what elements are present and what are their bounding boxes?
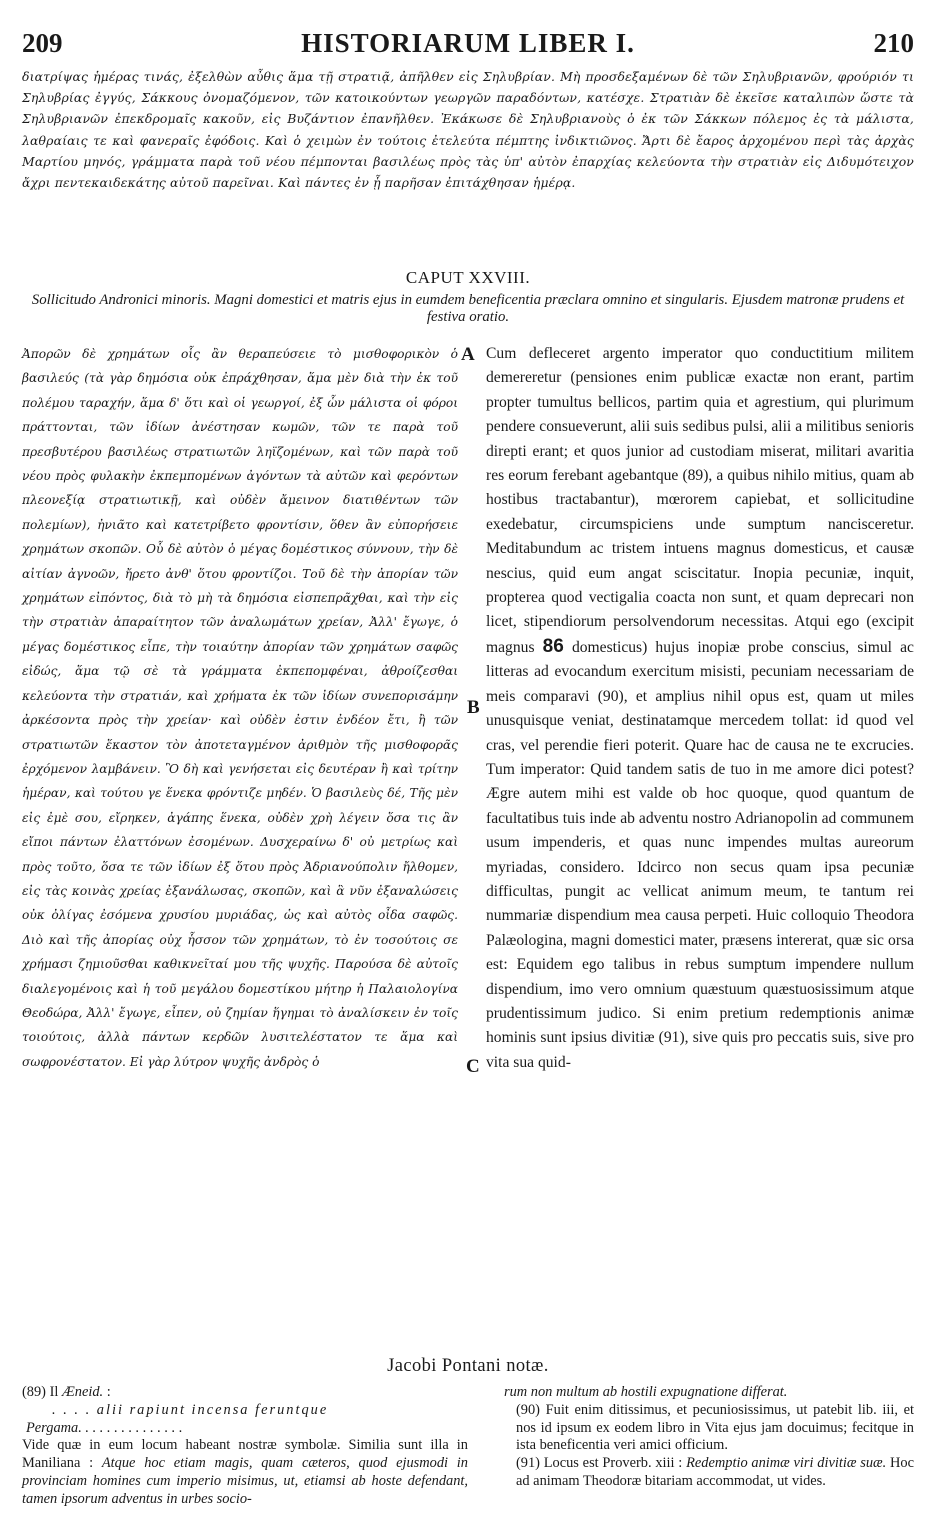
- note-91-comment: Hoc ad animam Theodoræ bitariam accommodat, ut vides.: [516, 1455, 914, 1489]
- margin-marker-a: A: [461, 344, 475, 365]
- note-90: (90) Fuit enim ditissimus, et pecuniosissimus, ut patebit lib. iii, et nos id ipsum ex eodem libro in Vita ejus jam docuimus; fecitque in ista beneficentia veri amici officium.: [516, 1401, 914, 1454]
- chapter-summary: Sollicitudo Andronici minoris. Magni domestici et matris ejus in eumdem beneficentia præclara omnino et singularis. Ejusdem matronæ prudens et festiva oratio.: [31, 292, 905, 325]
- note-89-quote-line-2: Pergama. . . . . . . . . . . . . . .: [26, 1419, 183, 1436]
- note-89-body: [22, 1437, 468, 1508]
- left-page-number: 209: [22, 28, 63, 58]
- intro-greek-paragraph: διατρίψας ἡμέρας τινάς, ἐξελθὼν αὖθις ἅμα τῇ στρατιᾷ, ἀπῆλθεν εἰς Σηλυβρίαν. Μὴ προσδεξαμένων δὲ τῶν Σηλυβριανῶν, φρούριόν τι Σηλυβρίας ἐγγύς, Σάκκους ὀνομαζόμενον, τῶν κατοικούντων γεωργῶν παραδόντων, κατέσχε. Στρατιὰν δὲ ἐκεῖσε καταλιπὼν ὥστε τὰ Σηλυβριανῶν ἐπεκδρομαῖς κακοῦν, εἰς Βυζάντιον ἐπανῆλθεν. Ἐκάκωσε δὲ Σηλυβριανοὺς ὁ ἐκ τῶν Σάκκων πόλεμος ἐς τὰ μάλιστα, λαθραίαις τε καὶ φανεραῖς ἐφόδοις. Καὶ ὁ χειμὼν ἐν τούτοις ἐτελεύτα πέμπτης ἰνδικτιῶνος. Ἄρτι δὲ ἔαρος ἀρχομένου περὶ τὰς ἀρχὰς Μαρτίου μηνός, γράμματα παρὰ τοῦ νέου πέμπονται βασιλέως πρὸς τὰς ὑπ' αὐτὸν ἐπαρχίας κελεύοντα τὴν στρατιὰν εἰς Διδυμότειχον ἄχρι πεντεκαιδεκάτης αὐτοῦ παρεῖναι. Καὶ πάντες ἐν ᾗ παρῆσαν ἐπιτάχθησαν ἡμέρᾳ.: [22, 69, 914, 191]
- note-89-continuation: rum non multum ab hostili expugnatione differat.: [504, 1384, 788, 1400]
- margin-marker-b: B: [467, 697, 480, 718]
- note-89-quote-line-1: . . . . alii rapiunt incensa feruntque: [52, 1401, 329, 1418]
- page-header: [22, 28, 914, 62]
- note-89-colon: :: [106, 1384, 111, 1400]
- notes-left-column: [22, 1384, 468, 1509]
- running-title: HISTORIARUM LIBER I.: [301, 28, 635, 58]
- note-89-work: Æneid.: [61, 1384, 104, 1400]
- note-89-citation: Atque hoc etiam magis, quam cæteros, quod ejusmodi in provinciam homines cum imperio misimus, ut, etiamsi ab hoste defendant, tamen ipsorum adventus in urbes socio-: [22, 1455, 468, 1507]
- greek-column: Ἀπορῶν δὲ χρημάτων οἷς ἂν θεραπεύσειε τὸ μισθοφορικὸν ὁ βασιλεύς (τὰ γὰρ δημόσια οὐκ ἐπράχθησαν, ἅμα μὲν διὰ τὴν ἐκ τοῦ πολέμου ταραχήν, ἅμα δ' ὅτι καὶ οἱ γεωργοί, ἐξ ὧν μάλιστα οἱ φόροι πράττονται, τῶν ἰδίων ἀνέστησαν κωμῶν, τῶν τε παρὰ τοῦ πρεσβυτέρου βασιλέως στρατιωτῶν ληϊζομένων, καὶ τῶν παρὰ τοῦ νέου πρὸς φυλακὴν ἐκπεμπομένων ἀγόντων τὰ αὐτῶν καὶ φερόντων πλεονεξίᾳ στρατιωτικῇ, καὶ οὐδὲν ἄμεινον διατιθέντων τῶν πολεμίων), ἠνιᾶτο καὶ κατετρίβετο φροντίσιν, ὅθεν ἂν εὐπορήσειε χρημάτων σκοπῶν. Οὗ δὲ αὐτὸν ὁ μέγας δομέστικος σύννουν, τὴν δὲ αἰτίαν ἀγνοῶν, ἤρετο ἀνθ' ὅτου φροντίζοι. Τοῦ δὲ τὴν ἀπορίαν τῶν χρημάτων εἰπόντος, διὰ τὸ μὴ τὰ δημόσια εἰσπεπρᾶχθαι, καὶ τὴν εἰς τὴν στρατιὰν ἀπαραίτητον τῶν ἀναλωμάτων χρείαν, Ἀλλ' ἔγωγε, ὁ μέγας δομέστικος εἶπε, τὴν τοιαύτην ἀπορίαν τῶν χρημάτων σαφῶς εἰδώς, ἅμα τῷ σὲ τὰ γράμματα ἐκπεπομφέναι, ἀθροίζεσθαι κελεύοντα τὴν στρατιάν, καὶ χρήματα ἐκ τῶν ἰδίων συνεπορισάμην ἀρκέσοντα πρὸς τὴν χρείαν· καὶ οὐδὲν ἐστιν ἐνδέον ἔτι, ἢ τῶν στρατιωτῶν ἕκαστον τὸν ἀποτεταγμένον ἀριθμὸν τῆς μισθοφορᾶς ἐρχόμενον λαμβάνειν. Ὃ δὴ καὶ γενήσεται εἰς δευτέραν ἢ καὶ τρίτην ἡμέραν, καὶ τούτου γε ἕνεκα φρόντιζε μηδέν. Ὁ βασιλεὺς δέ, Τῆς μὲν εἰς ἐμὲ σου, εἴρηκεν, ἀγάπης ἕνεκα, οὐδὲν χρὴ λέγειν ὅσα τις ἂν εἴποι πάντων ἐλαττόνων ἐσομένων. Δυσχεραίνω δ' οὐ μετρίως καὶ πρὸς τοῦτο, ὅσα τε τῶν ἰδίων ἐξ ὅτου πρὸς Ἀδριανούπολιν ἤλθομεν, εἰς τὰς κοινὰς χρείας ἐξανάλωσας, σκοπῶν, καὶ ἃ νῦν ἐξαναλώσεις οὐκ ὀλίγας ἐσόμενα χρυσίου μυριάδας, ὡς καὶ αὐτὸς οἶδα σαφῶς. Διὸ καὶ τῆς ἀπορίας οὐχ ἧσσον τῶν χρημάτων, τὸ ἐν τοσούτοις σε χρήμασι ζημιοῦσθαι καθικνεῖταί μου τῆς ψυχῆς. Παρούσα δὲ αὐτοῖς διαλεγομένοις καὶ ἡ τοῦ μεγάλου δομεστίκου μήτηρ ἡ Παλαιολογίνα Θεοδώρα, Ἀλλ' ἔγωγε, εἶπεν, οὐ ζημίαν ἥγημαι τὸ ἀναλίσκειν ἐν τοῖς τοιούτοις, ἀλλὰ πάντων κερδῶν λυσιτελέστατον τε ἅμα καὶ σωφρονέστατον. Εἰ γὰρ λύτρον ψυχῆς ἀνδρὸς ὁ: [22, 347, 458, 1069]
- note-91-text: (91) Locus est Proverb. xiii :: [516, 1455, 683, 1472]
- note-91: [486, 1455, 914, 1491]
- note-91-citation: Redemptio animæ viri divitiæ suæ.: [686, 1455, 887, 1472]
- latin-text-part-2: domesticus) hujus inopiæ probe conscius, simul ac litteras ad evocandum exercitum misisti, pecuniam necessariam de meis comparavi (90), et amplius nihil opus est, quam ut miles unusquisque veniat, destinatamque mercedem tollat: id quod vel cras, vel perendie fieri poterit. Quare hac de causa ne te excrucies. Tum imperator: Quid tandem satis de tuo in me amore dici potest? Ægre autem mihi est valde ob hoc quoque, quod quantum de facultatibus tuis inde ab adventu nostro Adrianopolin ad communem usum impenderis, et quas nunc impendes multas aureorum myriadas, considero. Idcirco non secus quam ipsa pecuniæ difficultas, pungit ac vellicat animum meum, te tantum rei nummariæ dispendium mea causa perpeti. Huic colloquio Theodora Palæologina, magni domestici mater, præsens intererat, quæ sic orsa est: Equidem ego talibus in rebus sumptum impendere nullum dispendium, imo vero omnium quæstuum quæstuosissimum atque prudentissimum judico. Si enim pretium redemptionis animæ hominis sunt ipsius divitiæ (91), sive quis pro peccatis suis, sive pro vita sua quid-: [486, 638, 914, 1071]
- inline-page-number: 86: [542, 635, 564, 657]
- page: [22, 0, 914, 1540]
- notes-heading: Jacobi Pontani notæ.: [387, 1356, 549, 1376]
- latin-column: [486, 342, 914, 1075]
- note-89-head: [22, 1384, 468, 1402]
- margin-marker-c: C: [466, 1056, 480, 1077]
- latin-text-part-1: Cum defleceret argento imperator quo conductitium militem demereretur (pensiones enim publicæ exactæ non erant, partim propter tumultus bellicos, partim quia et agrestium, qui plurimum pendere consueverunt, alii suis sedibus pulsi, alii a militibus senioris direpti erant; et quos junior ad custodiam miserat, militari avaritia res eorum ferebant agebantque (89), a quibus nihilo mitius, quam ab hostibus tractabantur), mœrorem capiebat, et sollicitudine exedebatur, circumspiciens unde sumptum nancisceretur. Meditabundum ac tristem intuens magnus domesticus, et causæ nescius, quid eum angat sciscitatur. Inopia pecuniæ, inquit, propterea quod vectigalia coacta non sunt, et quam deprecari non licet, stipendiorum persolvendorum necessitas. Atqui ego (excipit magnus: [486, 345, 914, 656]
- notes-right-column: [486, 1384, 914, 1491]
- right-page-number: 210: [873, 28, 914, 58]
- note-89-body-text: Vide quæ in eum locum habeant nostræ symbolæ. Similia sunt illa in Maniliana :: [22, 1437, 468, 1472]
- chapter-heading: CAPUT XXVIII.: [405, 268, 531, 287]
- note-89-number: (89) Il: [22, 1384, 59, 1400]
